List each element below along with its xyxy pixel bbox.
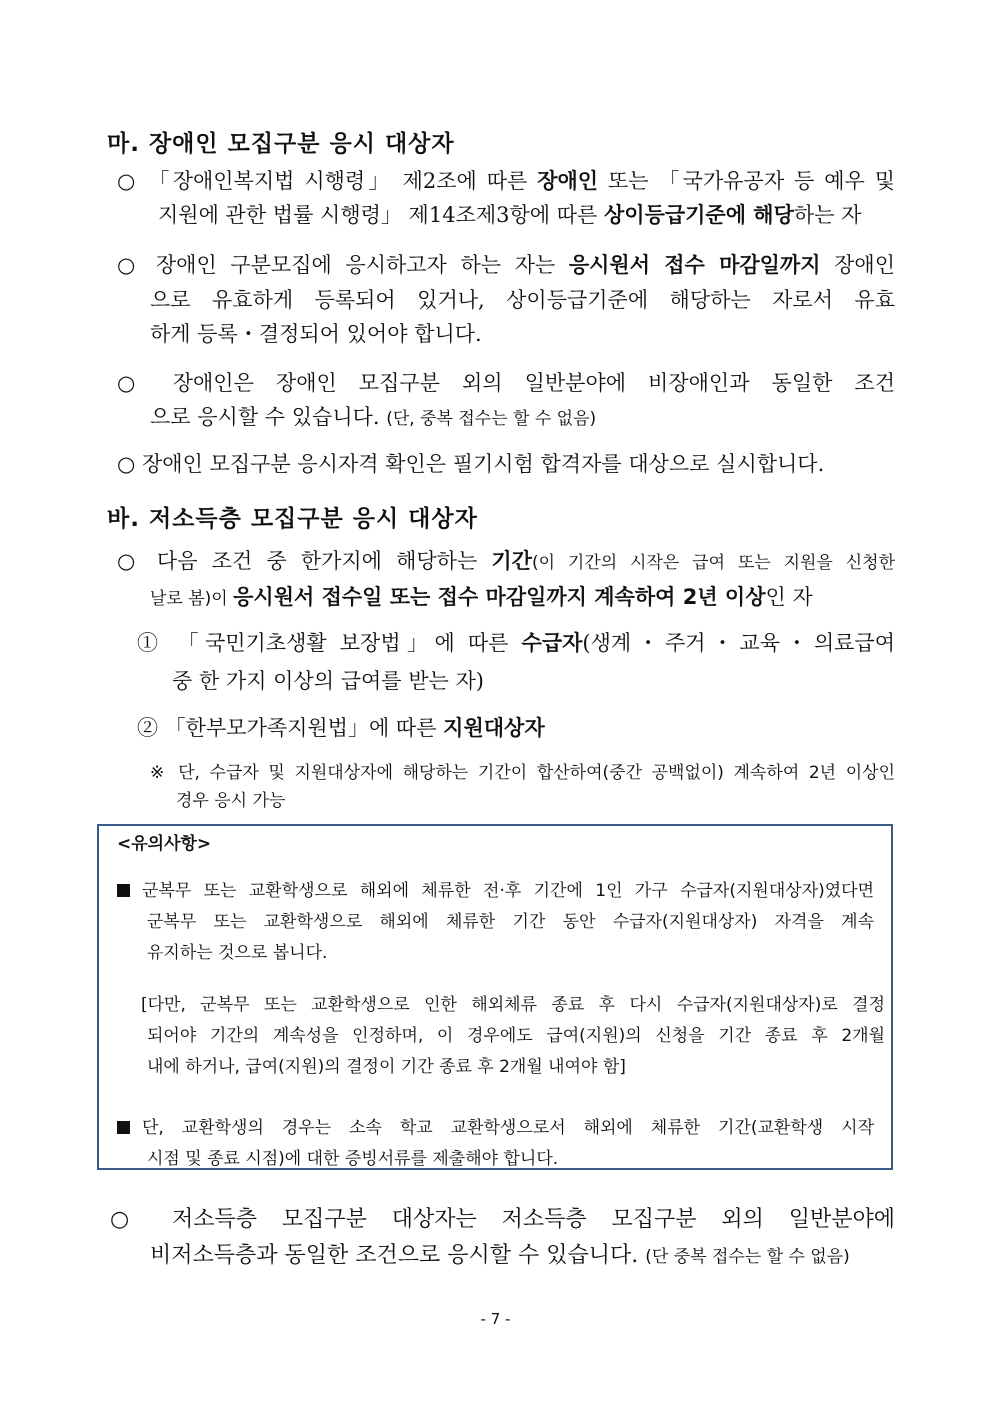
bold-text: 응시원서 접수일 또는 접수 마감일까지 계속하여 2년 이상 xyxy=(233,585,766,609)
square-bullet-icon xyxy=(117,884,130,897)
paragraph-disabled-definition-line2 xyxy=(158,199,861,229)
note-text: (단, 중복 접수는 할 수 없음) xyxy=(386,409,597,429)
paragraph-low-income-period-line2 xyxy=(150,581,813,611)
text: 군복무 또는 교환학생으로 해외에 체류한 전·후 기간에 1인 가구 수급자(지원대상자)였다면 xyxy=(142,881,874,901)
notice-bullet-1-extra-line3: 내에 하거나, 급여(지원)의 결정이 기간 종료 후 2개월 내여야 함] xyxy=(147,1057,626,1077)
page-number: - 7 - xyxy=(480,1310,511,1328)
text: ① 「국민기초생활 보장법」에 따른 xyxy=(137,631,522,655)
text: ② 「한부모가족지원법」에 따른 xyxy=(137,716,444,740)
paragraph-disabled-definition-line1 xyxy=(117,165,895,195)
paragraph-disabled-general-line2 xyxy=(150,401,596,431)
note-line2: 경우 응시 가능 xyxy=(176,791,286,811)
text: 하는 자 xyxy=(793,203,862,227)
note-text: 날로 봄)이 xyxy=(150,589,234,609)
text: ○ 다음 조건 중 한가지에 해당하는 xyxy=(117,549,492,573)
item-2 xyxy=(137,712,545,742)
note-line1: ※ 단, 수급자 및 지원대상자에 해당하는 기간이 합산하여(중간 공백없이) 계속하여 2년 이상인 xyxy=(150,763,895,783)
section-title-low-income: 바. 저소득층 모집구분 응시 대상자 xyxy=(107,506,478,532)
text: 인 자 xyxy=(765,585,813,609)
text: 장애인 xyxy=(820,253,895,277)
text: ○ 장애인 구분모집에 응시하고자 하는 자는 xyxy=(117,253,569,277)
bold-text: 기간 xyxy=(491,549,532,573)
notice-bullet-1-extra-line2: 되어야 기간의 계속성을 인정하며, 이 경우에도 급여(지원)의 신청을 기간 종료 후 2개월 xyxy=(147,1026,885,1046)
text: (생계・주거・교육・의료급여 xyxy=(582,631,895,655)
bold-text: 응시원서 접수 마감일까지 xyxy=(568,253,821,277)
paragraph-disabled-general-line1: ○ 장애인은 장애인 모집구분 외의 일반분야에 비장애인과 동일한 조건 xyxy=(117,371,895,395)
notice-bullet-1-line3: 유지하는 것으로 봅니다. xyxy=(147,943,328,963)
text: 비저소득층과 동일한 조건으로 응시할 수 있습니다. xyxy=(150,1243,646,1268)
item-1-line2: 중 한 가지 이상의 급여를 받는 자) xyxy=(172,669,484,693)
notice-bullet-1-line2: 군복무 또는 교환학생으로 해외에 체류한 기간 동안 수급자(지원대상자) 자격을 계속 xyxy=(147,912,874,932)
paragraph-disabled-registration-line3: 하게 등록・결정되어 있어야 합니다. xyxy=(150,322,482,346)
paragraph-low-income-general-line2 xyxy=(150,1238,850,1269)
paragraph-disabled-registration-line2: 으로 유효하게 등록되어 있거나, 상이등급기준에 해당하는 자로서 유효 xyxy=(150,288,895,312)
paragraph-disabled-registration-line1 xyxy=(117,249,895,279)
paragraph-disabled-verification: ○ 장애인 모집구분 응시자격 확인은 필기시험 합격자를 대상으로 실시합니다. xyxy=(117,452,825,476)
text: 단, 교환학생의 경우는 소속 학교 교환학생으로서 해외에 체류한 기간(교환학생 시작 xyxy=(142,1118,874,1138)
text: 지원에 관한 법률 시행령」 제14조제3항에 따른 xyxy=(158,203,604,227)
section-title-disabled: 마. 장애인 모집구분 응시 대상자 xyxy=(107,131,455,157)
notice-bullet-2-line1 xyxy=(117,1113,874,1138)
notice-title: <유의사항> xyxy=(117,834,212,854)
bold-text: 지원대상자 xyxy=(443,716,545,740)
notice-bullet-1-extra-line1: [다만, 군복무 또는 교환학생으로 인한 해외체류 종료 후 다시 수급자(지원대상자)로 결정 xyxy=(141,995,885,1015)
notice-bullet-1-line1 xyxy=(117,876,874,901)
text: ○ 「장애인복지법 시행령」 제2조에 따른 xyxy=(117,169,538,193)
bold-text: 수급자 xyxy=(521,631,583,655)
square-bullet-icon xyxy=(117,1121,130,1134)
text: 으로 응시할 수 있습니다. xyxy=(150,405,387,429)
text: 또는 「국가유공자 등 예우 및 xyxy=(598,169,895,193)
bold-text: 장애인 xyxy=(537,169,599,193)
note-text: (단 중복 접수는 할 수 없음) xyxy=(645,1247,850,1267)
note-text: (이 기간의 시작은 급여 또는 지원을 신청한 xyxy=(531,553,895,573)
bold-text: 상이등급기준에 해당 xyxy=(604,203,794,227)
paragraph-low-income-period-line1 xyxy=(117,545,895,575)
paragraph-low-income-general-line1: ○ 저소득층 모집구분 대상자는 저소득층 모집구분 외의 일반분야에 xyxy=(110,1207,895,1232)
item-1-line1 xyxy=(137,627,895,657)
notice-bullet-2-line2: 시점 및 종료 시점)에 대한 증빙서류를 제출해야 합니다. xyxy=(147,1149,559,1169)
